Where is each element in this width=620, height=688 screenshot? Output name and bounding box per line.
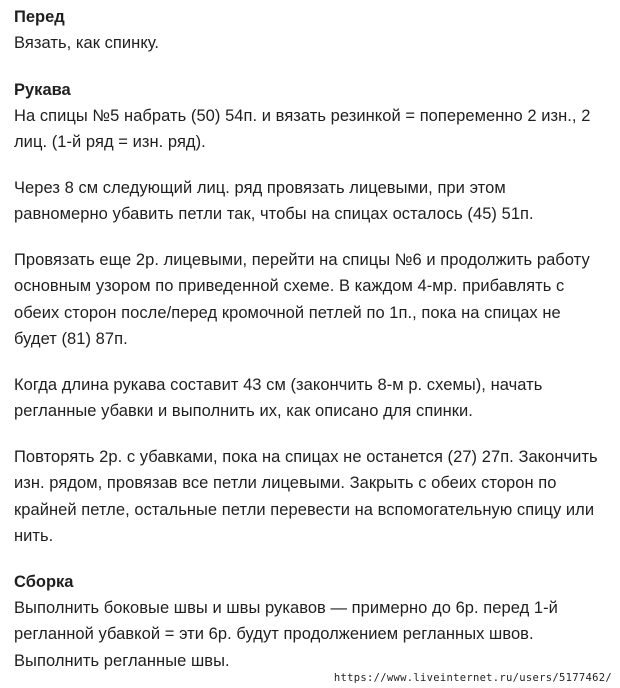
section-heading-front: Перед	[14, 8, 65, 26]
section-heading-assembly: Сборка	[14, 572, 74, 591]
text-line: Когда длина рукава составит 43 см (закончить 8-м р. схемы), начать	[14, 375, 543, 394]
section-heading-sleeves: Рукава	[14, 80, 71, 99]
document-body	[14, 4, 614, 674]
text-line: Повторять 2р. с убавками, пока на спицах не останется (27) 27п. Закончить	[14, 447, 598, 466]
text-line: Выполнить боковые швы и швы рукавов — примерно до 6р. перед 1-й	[14, 598, 558, 617]
text-line: основным узором по приведенной схеме. В каждом 4-мр. прибавлять с	[14, 277, 565, 295]
text-line: нить.	[14, 527, 54, 545]
sleeves-paragraph-1	[14, 103, 614, 156]
source-watermark: https://www.liveinternet.ru/users/5177462/	[333, 672, 612, 684]
sleeves-paragraph-4	[14, 372, 614, 425]
text-line: обеих сторон после/перед кромочной петлей по 1п., пока на спицах не	[14, 303, 561, 322]
text-line: Через 8 см следующий лиц. ряд провязать лицевыми, при этом	[14, 178, 506, 197]
assembly-paragraph	[14, 595, 614, 675]
text-line: Провязать еще 2р. лицевыми, перейти на спицы №6 и продолжить работу	[14, 250, 590, 269]
text-line: равномерно убавить петли так, чтобы на спицах осталось (45) 51п.	[14, 205, 534, 223]
front-text: Вязать, как спинку.	[14, 34, 160, 52]
text-line: Выполнить регланные швы.	[14, 651, 230, 670]
sleeves-paragraph-5	[14, 444, 614, 550]
sleeves-paragraph-3	[14, 247, 614, 353]
text-line: На спицы №5 набрать (50) 54п. и вязать резинкой = попеременно 2 изн., 2	[14, 106, 591, 125]
sleeves-paragraph-2	[14, 175, 614, 228]
text-line: крайней петле, остальные петли перевести на вспомогательную спицу или	[14, 500, 595, 519]
text-line: регланной убавкой = эти 6р. будут продолжением регланных швов.	[14, 625, 534, 643]
text-line: лиц. (1-й ряд = изн. ряд).	[14, 133, 206, 151]
text-line: регланные убавки и выполнить их, как описано для спинки.	[14, 402, 473, 420]
text-line: изн. рядом, провязав все петли лицевыми. Закрыть с обеих сторон по	[14, 474, 557, 492]
text-line: будет (81) 87п.	[14, 330, 128, 348]
